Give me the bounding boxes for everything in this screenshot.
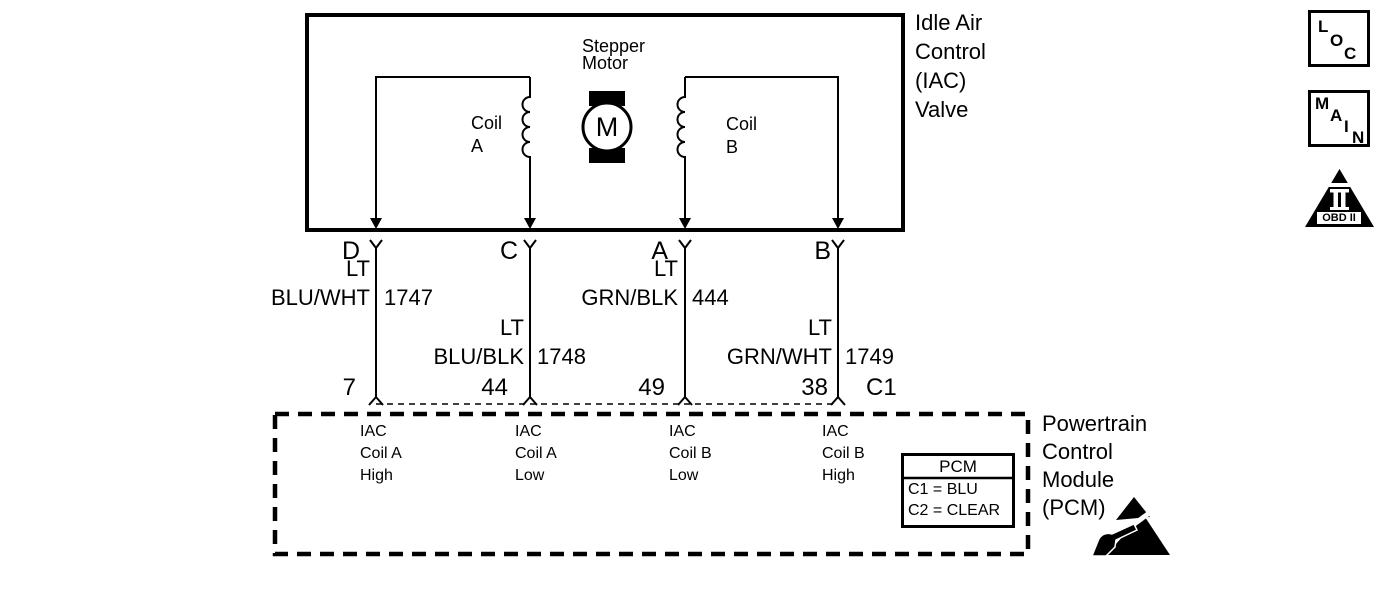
pcm-function-coil-a-high: IAC Coil A High (360, 423, 402, 484)
wire-d-color-label: LT BLU/WHT (271, 256, 370, 310)
circuit-1747: 1747 (384, 285, 433, 310)
wire-a-color-label: LT GRN/BLK (581, 256, 678, 310)
motor-symbol-letter: M (595, 112, 619, 142)
pcm-pin-7: 7 (342, 374, 356, 401)
pcm-legend-c2: C2 = CLEAR (908, 501, 1001, 519)
pcm-function-coil-b-low: IAC Coil B Low (669, 423, 712, 484)
coil-b-inductor (678, 77, 686, 219)
pcm-pin-49: 49 (638, 374, 665, 401)
iac-valve-title: Idle Air Control (IAC) Valve (915, 10, 986, 122)
pcm-legend-title: PCM (939, 457, 977, 476)
pcm-function-coil-b-high: IAC Coil B High (822, 423, 865, 484)
pcm-connector-id: C1 (866, 374, 897, 401)
pcm-title: Powertrain Control Module (PCM) (1042, 411, 1148, 520)
pcm-pin-38: 38 (801, 374, 828, 401)
circuit-444: 444 (692, 285, 729, 310)
coil-b-circuit (678, 77, 839, 219)
terminal-d-letter: D (341, 237, 360, 265)
coil-a-label: Coil A (471, 113, 503, 156)
pcm-legend-rows (908, 480, 1000, 521)
terminal-b-letter: B (814, 237, 831, 265)
main-hotspot-icon[interactable]: M A I N (1308, 90, 1370, 147)
pcm-legend-c1: C1 = BLU (908, 481, 978, 498)
coil-b-label: Coil B (726, 114, 758, 157)
pcm-function-coil-a-low: IAC Coil A Low (515, 423, 557, 484)
circuit-1749: 1749 (845, 344, 894, 369)
terminal-a-letter: A (651, 237, 668, 265)
wire-b-color-label: LT GRN/WHT (726, 315, 832, 369)
terminal-c-letter: C (499, 237, 518, 265)
loc-hotspot-icon[interactable]: L O C (1308, 10, 1370, 67)
coil-a-inductor (523, 77, 530, 219)
wire-c-color-label: LT BLU/BLK (433, 315, 524, 369)
circuit-1748: 1748 (537, 344, 586, 369)
stepper-motor-label: Stepper Motor (582, 36, 646, 73)
pcm-pin-44: 44 (481, 374, 508, 401)
obd2-label[interactable]: OBD II (1315, 210, 1363, 226)
coil-a-circuit (376, 77, 530, 219)
wire-arrowheads (370, 218, 844, 229)
